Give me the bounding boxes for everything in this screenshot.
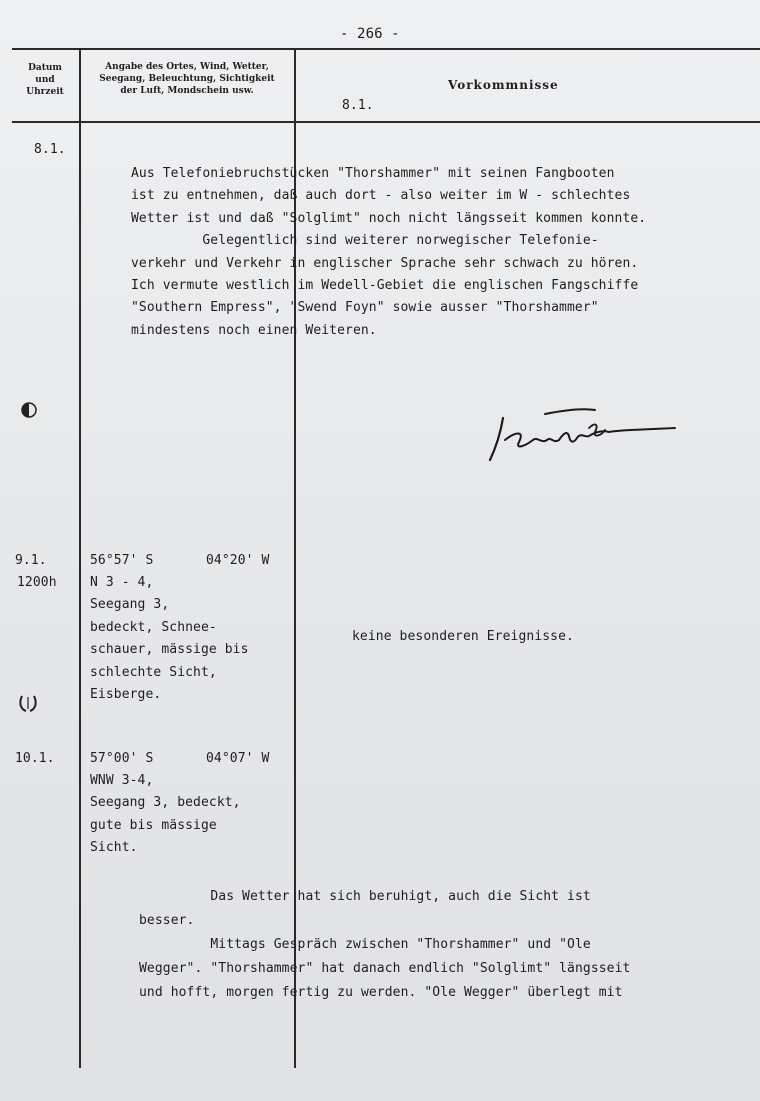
- place-line: gute bis mässige: [90, 817, 217, 833]
- header-place-column: [82, 61, 292, 97]
- text-line: verkehr und Verkehr in englischer Sprache sehr schwach zu hören.: [131, 255, 639, 271]
- header-date-line: Uhrzeit: [26, 87, 64, 97]
- entry-date: 10.1.: [15, 751, 55, 766]
- text-line: Wetter ist und daß "Solglimt" noch nicht längsseit kommen konnte.: [131, 210, 647, 226]
- text-line: Wegger". "Thorshammer" hat danach endlich "Solglimt" längsseit: [139, 961, 631, 976]
- page-number: - 266 -: [340, 26, 400, 42]
- position-latitude: 56°57' S: [90, 553, 154, 568]
- text-line: und hofft, morgen fertig zu werden. "Ole Wegger" überlegt mit: [139, 985, 623, 1000]
- signature: [485, 400, 685, 470]
- entry-text-block: [131, 163, 646, 342]
- text-line: Ich vermute westlich im Wedell-Gebiet die englischen Fangschiffe: [131, 278, 639, 294]
- table-header-rule: [12, 121, 760, 123]
- position-longitude: 04°20' W: [206, 553, 270, 568]
- entry-time: 1200h: [17, 575, 57, 590]
- place-line: N 3 - 4,: [90, 575, 154, 590]
- header-events-title: Vorkommnisse: [448, 78, 559, 92]
- place-line: bedeckt, Schnee-: [90, 619, 217, 635]
- text-line: Gelegentlich sind weiterer norwegischer Telefonie-: [131, 233, 599, 249]
- header-events-date: 8.1.: [342, 98, 374, 113]
- text-line: Aus Telefoniebruchstücken "Thorshammer" mit seinen Fangbooten: [131, 166, 615, 181]
- place-line: Seegang 3,: [90, 597, 170, 613]
- position-latitude: 57°00' S: [90, 751, 154, 766]
- header-date-line: und: [35, 75, 55, 85]
- table-top-rule: [12, 48, 760, 50]
- text-line: Mittags Gespräch zwischen "Thorshammer" und "Ole: [139, 937, 591, 952]
- moon-phase-icon: [19, 400, 39, 420]
- place-weather-block: [90, 572, 249, 706]
- event-text: keine besonderen Ereignisse.: [352, 629, 574, 644]
- text-line: mindestens noch einen Weiteren.: [131, 322, 377, 338]
- header-date-line: Datum: [28, 63, 62, 73]
- place-line: schlechte Sicht,: [90, 664, 217, 680]
- place-line: Sicht.: [90, 840, 138, 856]
- header-date-column: [14, 62, 76, 98]
- text-line: Das Wetter hat sich beruhigt, auch die Sicht ist: [139, 889, 591, 904]
- place-line: Seegang 3, bedeckt,: [90, 795, 241, 811]
- moon-symbol-icon: [17, 692, 39, 714]
- place-line: Eisberge.: [90, 687, 162, 703]
- text-line: "Southern Empress", "Swend Foyn" sowie ausser "Thorshammer": [131, 300, 599, 316]
- entry-text-block: [139, 885, 630, 1005]
- place-line: schauer, mässige bis: [90, 642, 249, 658]
- header-place-line: der Luft, Mondschein usw.: [120, 86, 254, 96]
- entry-date: 8.1.: [34, 142, 66, 157]
- text-line: besser.: [139, 913, 195, 928]
- entry-date: 9.1.: [15, 553, 47, 568]
- column-divider-left: [79, 48, 81, 1068]
- header-place-line: Seegang, Beleuchtung, Sichtigkeit: [99, 74, 275, 84]
- header-place-line: Angabe des Ortes, Wind, Wetter,: [105, 62, 269, 72]
- place-line: WNW 3-4,: [90, 773, 154, 788]
- position-longitude: 04°07' W: [206, 751, 270, 766]
- text-line: ist zu entnehmen, daß auch dort - also weiter im W - schlechtes: [131, 188, 631, 204]
- place-weather-block: [90, 770, 241, 860]
